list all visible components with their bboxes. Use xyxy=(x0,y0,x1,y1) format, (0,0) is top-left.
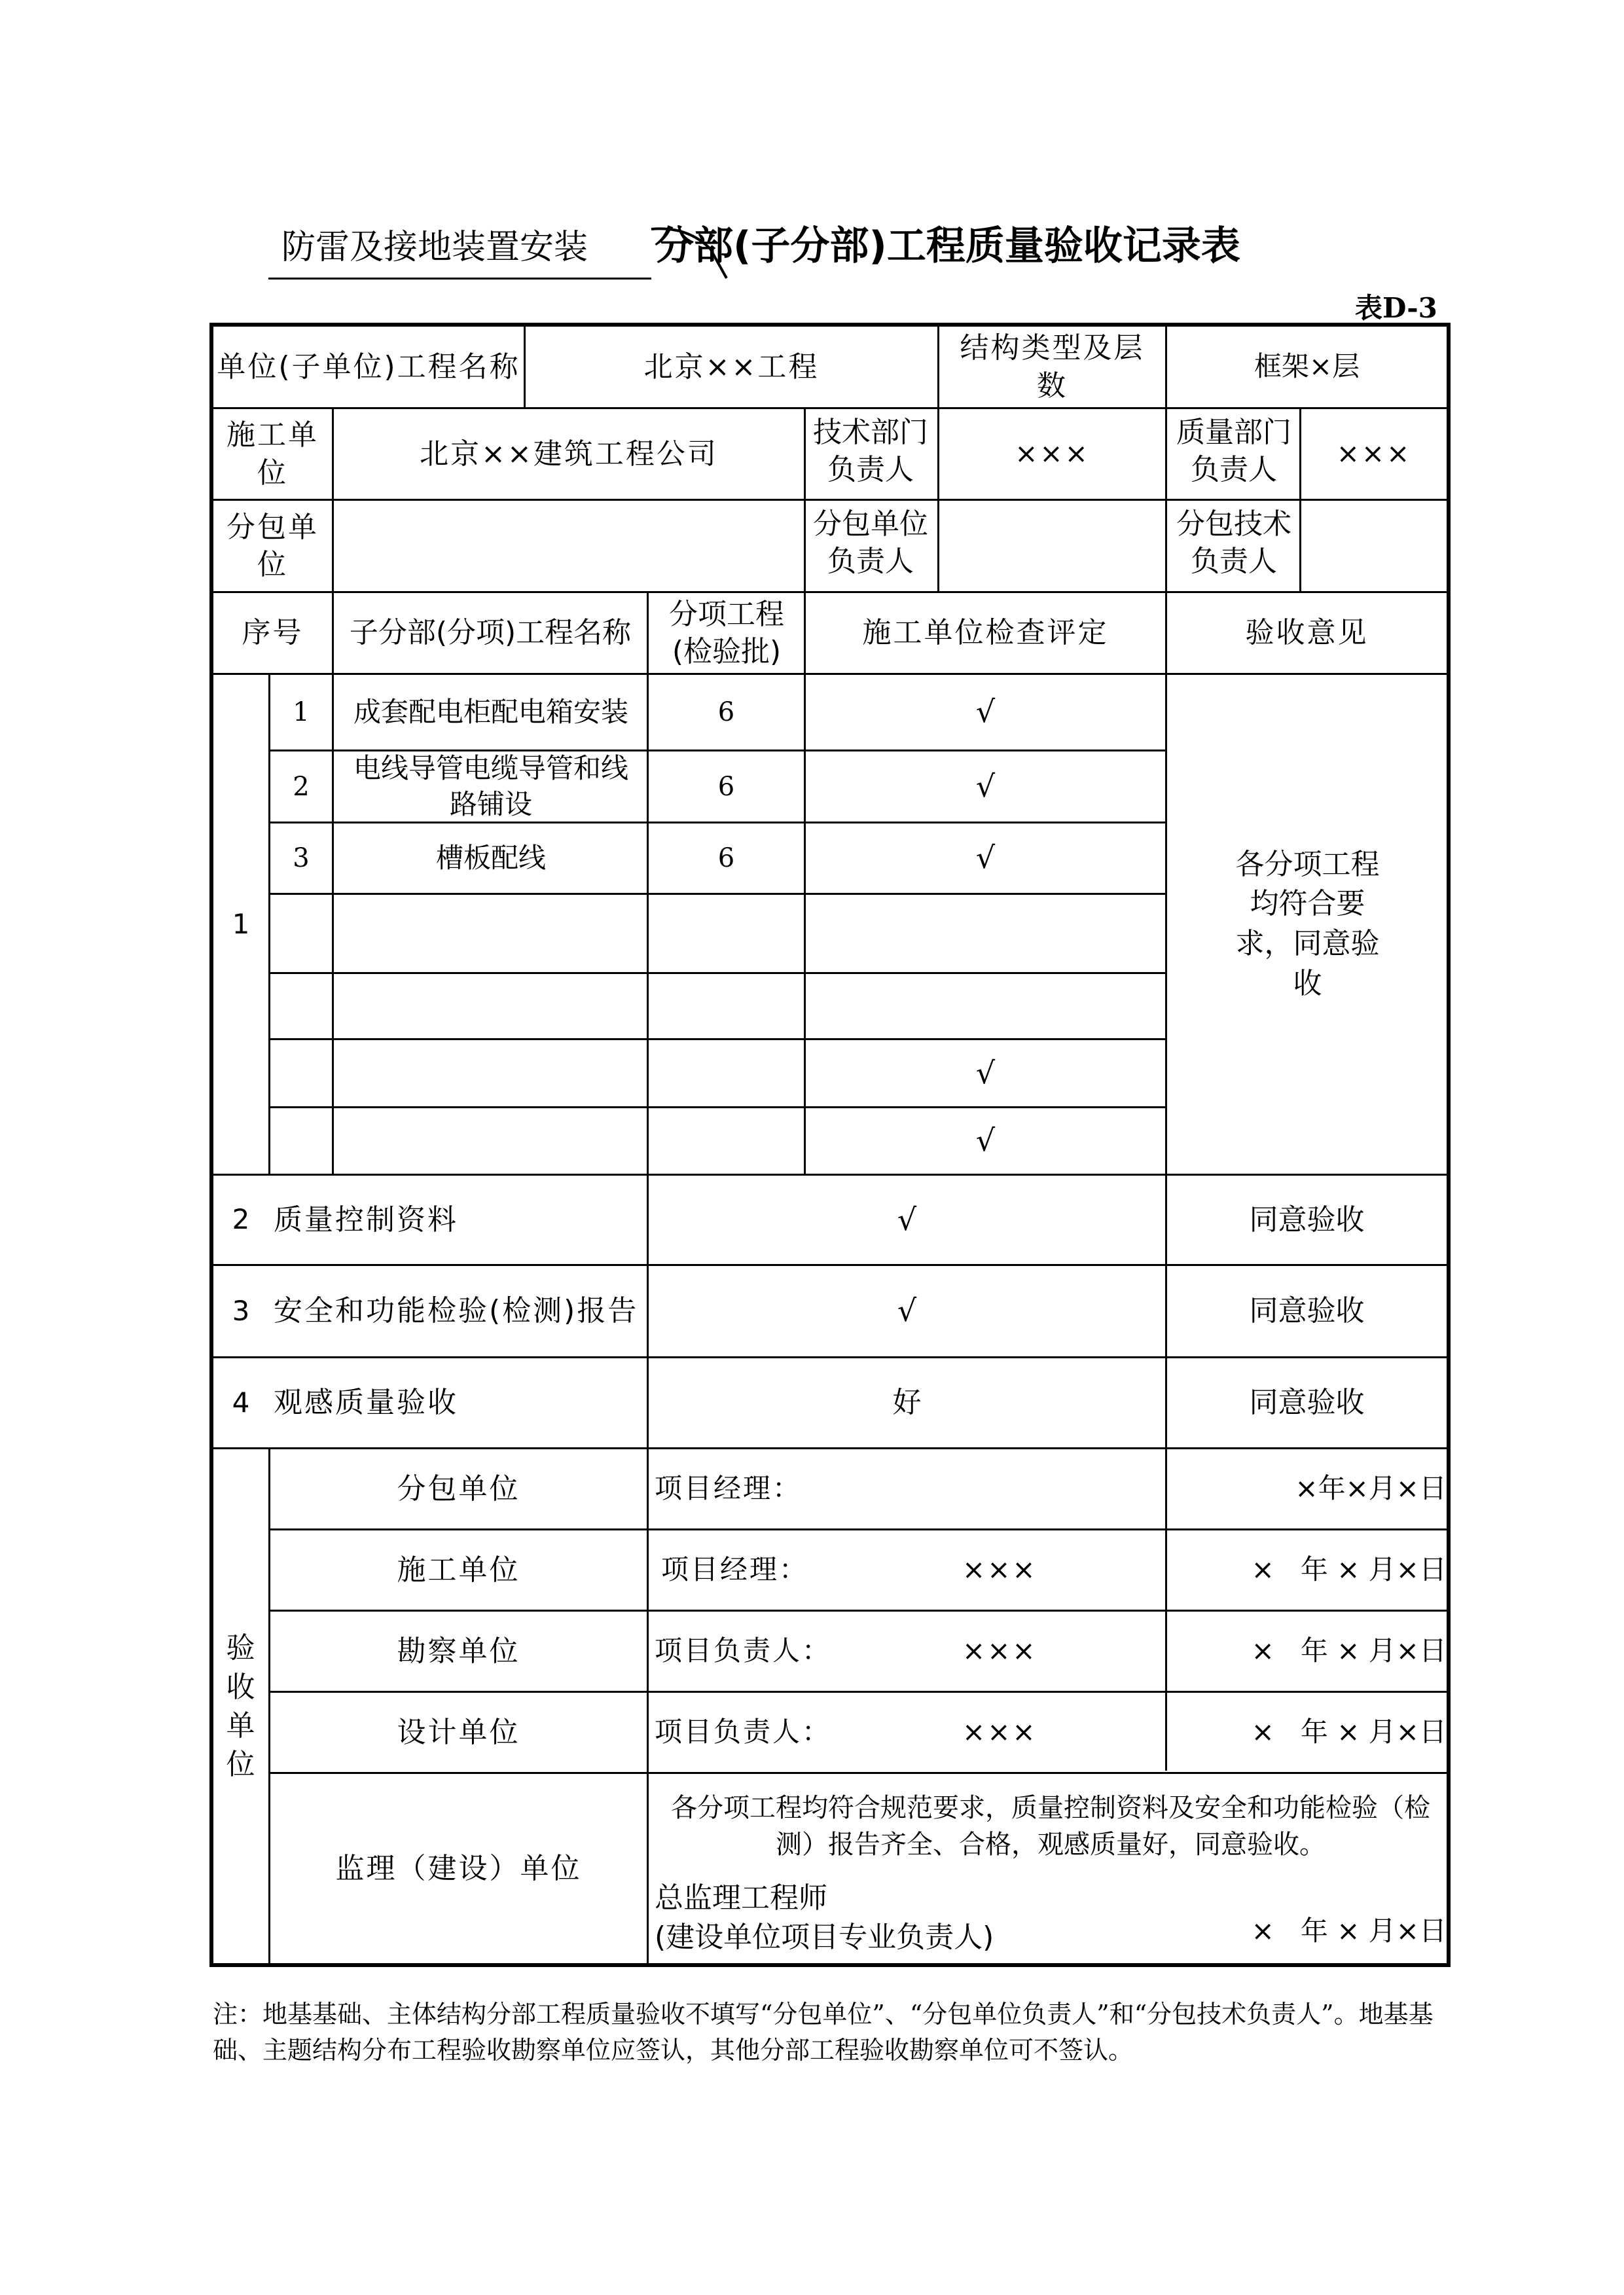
table-row-name: 槽板配线 xyxy=(435,841,546,874)
sub-head-label: 分包单位负责人 xyxy=(813,507,928,579)
acceptance-unit: 勘察单位 xyxy=(397,1634,520,1668)
section1-opinion: 各分项工程均符合要求，同意验收 xyxy=(1235,847,1380,1000)
acceptance-person: ××× xyxy=(962,1716,1038,1748)
item-check: √ xyxy=(897,1293,917,1329)
page-title: 分部(子分部)工程质量验收记录表 xyxy=(655,223,1240,269)
quality-head-label: 质量部门负责人 xyxy=(1176,416,1291,487)
subtitle: 防雷及接地装置安装 xyxy=(281,228,588,267)
item-check: √ xyxy=(897,1201,917,1237)
sub-unit-value xyxy=(334,501,804,591)
item-label: 观感质量验收 xyxy=(274,1386,458,1420)
col-count-header: 分项工程(检验批) xyxy=(669,597,784,668)
table-row-name: 电线导管电缆导管和线路铺设 xyxy=(353,751,628,820)
item-opinion: 同意验收 xyxy=(1249,1202,1365,1237)
acceptance-person: ××× xyxy=(962,1635,1038,1667)
subtitle-underline xyxy=(268,278,651,280)
table-row-check: √ xyxy=(975,1123,996,1159)
col-seq-header: 序号 xyxy=(242,616,304,650)
item-check: 好 xyxy=(892,1386,922,1420)
structure-label: 结构类型及层数 xyxy=(960,331,1145,403)
acceptance-date: × 年 × 月×日 xyxy=(1251,1635,1447,1667)
item-opinion: 同意验收 xyxy=(1249,1386,1365,1420)
table-row-check xyxy=(806,895,1165,972)
supervision-signer-alt: (建设单位项目专业负责人) xyxy=(655,1921,994,1955)
acceptance-role: 项目经理： xyxy=(655,1472,803,1505)
item-label: 质量控制资料 xyxy=(274,1202,458,1237)
acceptance-role: 项目经理： xyxy=(661,1553,809,1586)
col-check-header: 施工单位检查评定 xyxy=(862,616,1109,650)
acceptance-unit: 分包单位 xyxy=(397,1472,520,1506)
item-opinion: 同意验收 xyxy=(1249,1294,1365,1328)
sub-tech-label: 分包技术负责人 xyxy=(1176,507,1291,579)
item-seq: 2 xyxy=(232,1203,250,1236)
item-seq: 3 xyxy=(232,1294,250,1327)
builder-value: 北京××建筑工程公司 xyxy=(420,437,718,471)
table-row-no: 2 xyxy=(293,771,310,802)
table-row-check: √ xyxy=(975,1055,996,1091)
table-row-count: 6 xyxy=(717,843,735,873)
acceptance-role: 项目负责人： xyxy=(655,1716,832,1748)
col-opinion-header: 验收意见 xyxy=(1245,616,1369,650)
acceptance-date: ×年×月×日 xyxy=(1295,1472,1447,1505)
supervision-date: × 年 × 月×日 xyxy=(1251,1914,1447,1947)
supervision-unit: 监理（建设）单位 xyxy=(335,1852,582,1886)
form-number: 表D-3 xyxy=(1355,292,1437,324)
acceptance-role: 项目负责人： xyxy=(655,1635,832,1667)
col-name-header: 子分部(分项)工程名称 xyxy=(349,616,632,650)
footnote: 注：地基基础、主体结构分部工程质量验收不填写“分包单位”、“分包单位负责人”和“分包技术负责人”。地基基础、主题结构分布工程验收勘察单位应签认，其他分部工程验收勘察单位可不签认。 xyxy=(213,2000,1434,2065)
table-row-no: 3 xyxy=(293,843,310,873)
project-name-label: 单位(子单位)工程名称 xyxy=(217,350,520,384)
acceptance-date: × 年 × 月×日 xyxy=(1251,1553,1447,1586)
supervision-comment: 各分项工程均符合规范要求，质量控制资料及安全和功能检验（检测）报告齐全、合格，观感质量好，同意验收。 xyxy=(671,1793,1430,1860)
table-row-no: 1 xyxy=(293,697,310,727)
project-name-value: 北京××工程 xyxy=(643,350,820,384)
table-row-check: √ xyxy=(975,840,996,876)
quality-head-value: ××× xyxy=(1336,437,1412,470)
table-row-count: 6 xyxy=(717,697,735,727)
section1-seq: 1 xyxy=(232,907,250,940)
acceptance-label: 验收单位 xyxy=(226,1631,255,1782)
acceptance-unit: 施工单位 xyxy=(397,1553,520,1587)
supervision-signer: 总监理工程师 xyxy=(655,1881,827,1915)
table-row-check: √ xyxy=(975,694,996,730)
acceptance-date: × 年 × 月×日 xyxy=(1251,1716,1447,1748)
table-row-check: √ xyxy=(975,768,996,804)
tech-head-value: ××× xyxy=(1015,437,1090,470)
table-row-check xyxy=(806,974,1165,1038)
structure-value: 框架×层 xyxy=(1254,350,1360,383)
tech-head-label: 技术部门负责人 xyxy=(813,416,928,487)
acceptance-person xyxy=(962,1449,1093,1528)
item-label: 安全和功能检验(检测)报告 xyxy=(274,1294,639,1328)
builder-label: 施工单位 xyxy=(226,418,319,490)
sub-unit-label: 分包单位 xyxy=(226,510,319,581)
table-row-count: 6 xyxy=(717,771,735,802)
item-seq: 4 xyxy=(232,1386,250,1419)
table-row-name: 成套配电柜配电箱安装 xyxy=(353,695,628,728)
acceptance-person: ××× xyxy=(962,1553,1038,1586)
acceptance-unit: 设计单位 xyxy=(397,1715,520,1749)
